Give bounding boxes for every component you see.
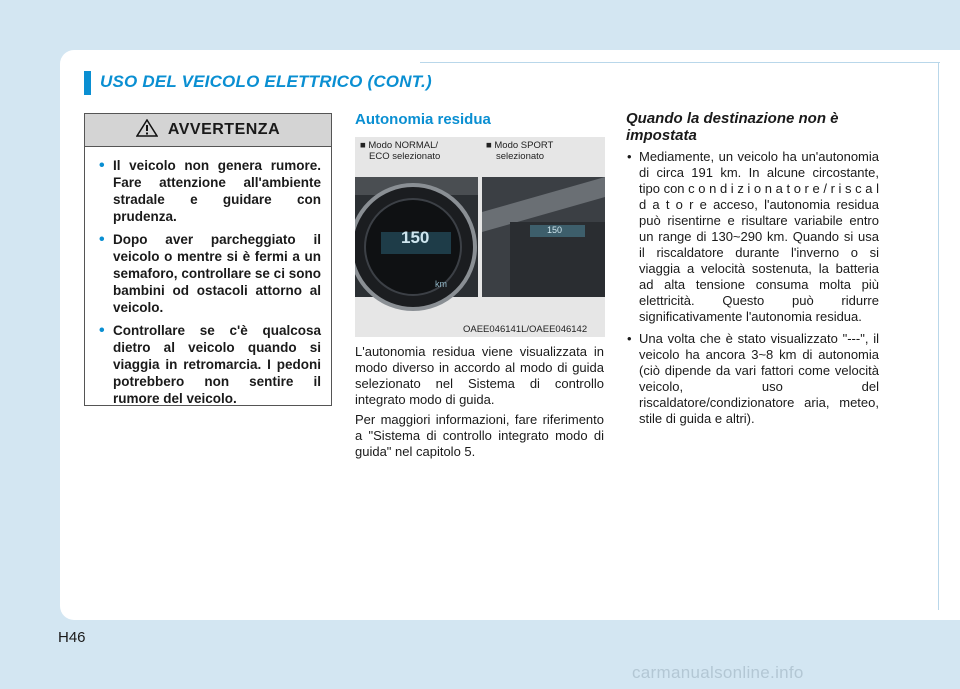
right-margin-rule	[938, 62, 939, 610]
cluster-illustration	[355, 137, 605, 337]
list-item: • Una volta che è stato visualizzato "---", il veicolo ha ancora 3~8 km di autonomia (ciò dipende da vari fattori come velocità veicolo, uso del riscaldatore/condizionatore aria, meteo, stile di guida e altri).	[626, 331, 879, 427]
paragraph: Per maggiori informazioni, fare riferimento a "Sistema di controllo integrato modo di guida" nel capitolo 5.	[355, 412, 604, 459]
fig-label-normal: ■ Modo NORMAL/	[360, 140, 439, 151]
no-destination-list	[626, 149, 879, 433]
range-value-normal: 150	[401, 228, 430, 247]
warning-item: • Il veicolo non genera rumore. Fare attenzione all'ambiente stradale e guidare con prudenza.	[95, 157, 321, 225]
warning-item: • Controllare se c'è qualcosa dietro al veicolo quando si viaggia in retromarcia. I pedoni potrebbero non sentire il rumore del veicolo.	[95, 322, 321, 407]
cluster-figure	[355, 137, 605, 337]
range-description	[355, 344, 604, 464]
watermark: carmanualsonline.info	[632, 663, 804, 682]
section-title: USO DEL VEICOLO ELETTRICO (CONT.)	[100, 72, 432, 91]
list-item: • Mediamente, un veicolo ha un'autonomia di circa 191 km. In alcune circostante, tipo con c o n d i z i o n a t o r e / r i s c a l d a t o r e acceso, l'autonomia residua può risentirne e risultare variabile entro un range di 130~290 km. Quando si usa il riscaldatore durante l'inverno o si viaggia a velocità sostenuta, la batteria ad alta tensione consuma molta più elettricità. Questo può ridurre significativamente l'autonomia residua.	[626, 149, 879, 325]
warning-list	[85, 147, 331, 407]
left-unit: km	[435, 279, 447, 289]
section-marker	[84, 71, 91, 95]
warning-header	[85, 114, 331, 147]
fig-label-sport: ■ Modo SPORT	[486, 140, 554, 151]
warning-icon	[136, 119, 158, 142]
header-rule	[420, 62, 940, 63]
range-value-sport: 150	[547, 225, 563, 235]
paragraph: L'autonomia residua viene visualizzata in modo diverso in accordo al modo di guida selezionato nel Sistema di controllo integrato modo di guida.	[355, 344, 604, 407]
warning-heading: AVVERTENZA	[167, 121, 281, 138]
figure-caption: OAEE046141L/OAEE046142	[463, 324, 588, 335]
warning-box	[84, 113, 332, 406]
fig-label-normal-2: ECO selezionato	[369, 151, 441, 162]
range-heading: Autonomia residua	[355, 111, 491, 128]
warning-item: • Dopo aver parcheggiato il veicolo o mentre si è fermi a un semaforo, controllare se ci sono bambini od ostacoli attorno al veicolo.	[95, 231, 321, 316]
page-number: H46	[58, 629, 86, 646]
fig-label-sport-2: selezionato	[496, 151, 545, 162]
no-destination-heading: Quando la destinazione non è impostata	[626, 110, 839, 144]
